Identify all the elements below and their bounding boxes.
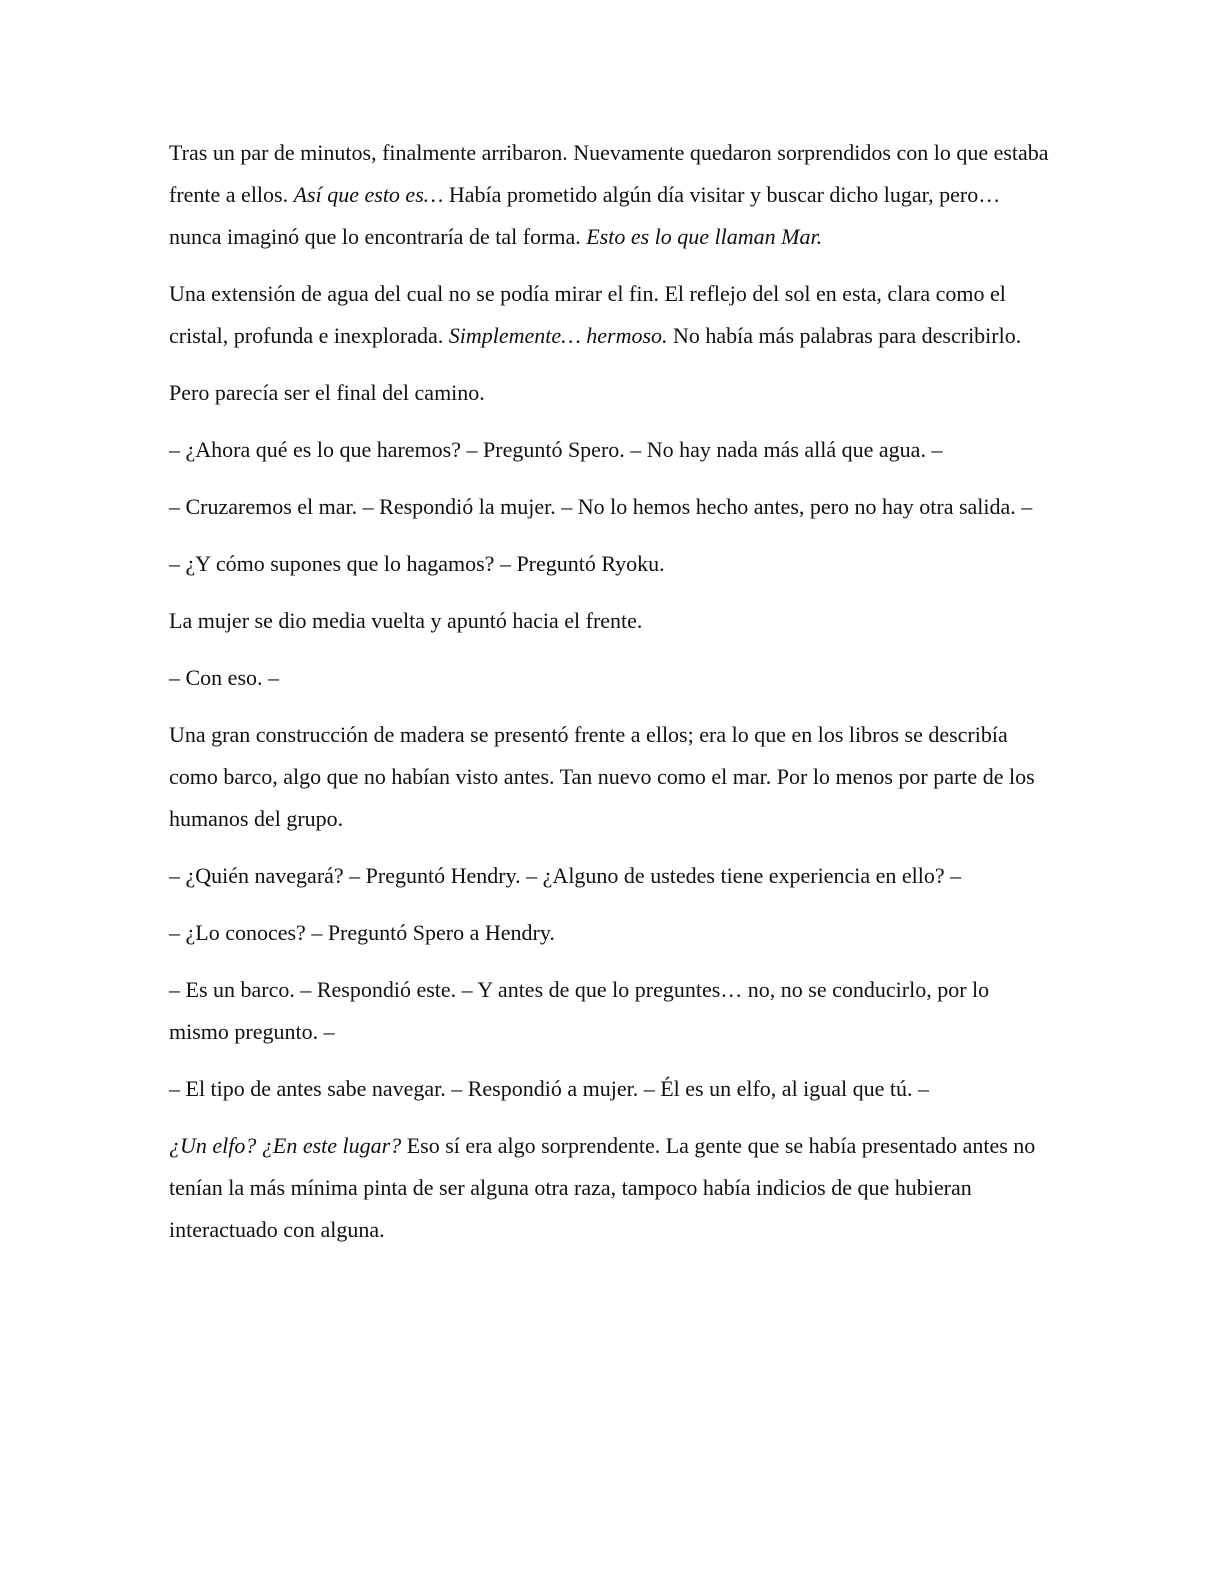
- paragraph-2: [169, 273, 1049, 357]
- paragraph-1-italic-thought-1: Así que esto es…: [293, 182, 444, 207]
- paragraph-14: [169, 1125, 1049, 1251]
- paragraph-5-text: – Cruzaremos el mar. – Respondió la mujer. – No lo hemos hecho antes, pero no hay otra salida. –: [169, 494, 1033, 519]
- paragraph-1-text-2: Había prometido algún día visitar y buscar dicho lugar, pero… nunca imaginó que lo encontraría de tal forma.: [169, 182, 1001, 249]
- paragraph-14-text: Eso sí era algo sorprendente. La gente que se había presentado antes no tenían la más mínima pinta de ser alguna otra raza, tampoco había indicios de que hubieran interactuado con alguna.: [169, 1133, 1036, 1242]
- paragraph-8-dialogue: [169, 657, 1049, 699]
- paragraph-3: [169, 372, 1049, 414]
- paragraph-1-italic-thought-2: Esto es lo que llaman Mar.: [586, 224, 823, 249]
- paragraph-3-text: Pero parecía ser el final del camino.: [169, 380, 485, 405]
- paragraph-11-text: – ¿Lo conoces? – Preguntó Spero a Hendry.: [169, 920, 555, 945]
- paragraph-6-text: – ¿Y cómo supones que lo hagamos? – Preguntó Ryoku.: [169, 551, 665, 576]
- paragraph-12-text: – Es un barco. – Respondió este. – Y antes de que lo preguntes… no, no se conducirlo, por lo mismo pregunto. –: [169, 977, 990, 1044]
- paragraph-11-dialogue: [169, 912, 1049, 954]
- paragraph-7: [169, 600, 1049, 642]
- paragraph-2-text-2: No había más palabras para describirlo.: [667, 323, 1022, 348]
- document-body: [169, 132, 1049, 1266]
- paragraph-13-text: – El tipo de antes sabe navegar. – Respondió a mujer. – Él es un elfo, al igual que tú. –: [169, 1076, 930, 1101]
- paragraph-9: [169, 714, 1049, 840]
- paragraph-13-dialogue: [169, 1068, 1049, 1110]
- paragraph-1: [169, 132, 1049, 258]
- paragraph-12-dialogue: [169, 969, 1049, 1053]
- paragraph-6-dialogue: [169, 543, 1049, 585]
- paragraph-5-dialogue: [169, 486, 1049, 528]
- paragraph-4-dialogue: [169, 429, 1049, 471]
- paragraph-4-text: – ¿Ahora qué es lo que haremos? – Preguntó Spero. – No hay nada más allá que agua. –: [169, 437, 943, 462]
- paragraph-7-text: La mujer se dio media vuelta y apuntó hacia el frente.: [169, 608, 643, 633]
- paragraph-1-text-1: Tras un par de minutos, finalmente arribaron. Nuevamente quedaron sorprendidos con lo que estaba frente a ellos.: [169, 140, 1049, 207]
- paragraph-10-text: – ¿Quién navegará? – Preguntó Hendry. – ¿Alguno de ustedes tiene experiencia en ello? –: [169, 863, 962, 888]
- paragraph-9-text: Una gran construcción de madera se presentó frente a ellos; era lo que en los libros se describía como barco, algo que no habían visto antes. Tan nuevo como el mar. Por lo menos por parte de los humanos del grupo.: [169, 722, 1035, 831]
- paragraph-14-italic-thought: ¿Un elfo? ¿En este lugar?: [169, 1133, 402, 1158]
- paragraph-10-dialogue: [169, 855, 1049, 897]
- paragraph-2-text-1: Una extensión de agua del cual no se podía mirar el fin. El reflejo del sol en esta, clara como el cristal, profunda e inexplorada.: [169, 281, 1006, 348]
- paragraph-2-italic-thought: Simplemente… hermoso.: [448, 323, 668, 348]
- paragraph-8-text: – Con eso. –: [169, 665, 279, 690]
